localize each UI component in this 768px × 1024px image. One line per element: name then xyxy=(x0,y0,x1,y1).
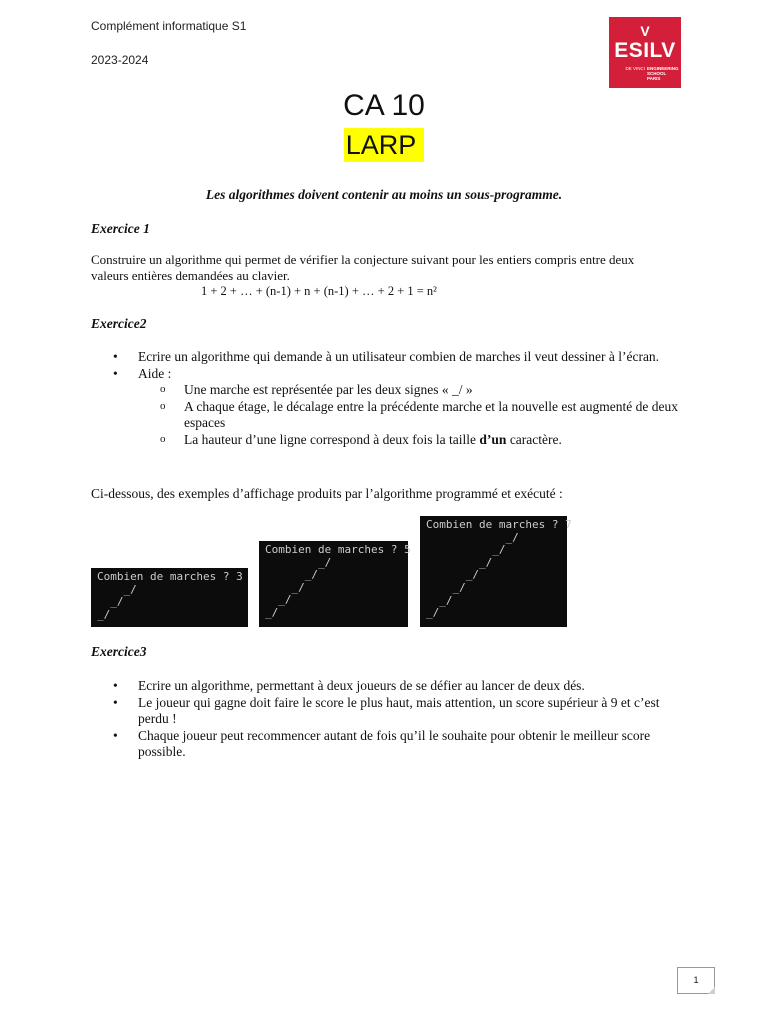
page-fold-icon xyxy=(708,987,715,994)
esilv-logo xyxy=(609,17,681,88)
subtitle-wrapper xyxy=(0,128,768,162)
exercise1-text: Construire un algorithme qui permet de vérifier la conjecture suivant pour les entiers compris entre deux valeurs entières demandées au clavier. xyxy=(91,252,635,283)
terminal-example-3 xyxy=(91,568,248,627)
page-number xyxy=(677,967,715,994)
exercise2-bullet1: Ecrire un algorithme qui demande à un utilisateur combien de marches il veut dessiner à l’écran. xyxy=(138,349,660,364)
logo-sub-line2: PARIS xyxy=(647,76,661,81)
sub-list-item xyxy=(138,399,683,432)
terminal-line: _/ xyxy=(97,582,137,596)
logo-sub-line1: ENGINEERING SCHOOL xyxy=(647,66,679,76)
sub-list-item xyxy=(138,382,683,399)
terminal-prompt: Combien de marches ? 5 xyxy=(265,543,411,556)
terminal-line: _/ xyxy=(426,543,506,557)
list-item xyxy=(113,349,683,366)
logo-sub-right xyxy=(647,66,681,81)
terminal-line: _/ xyxy=(426,580,466,594)
exercise2-sub3-bold: d’un xyxy=(479,431,507,447)
terminal-line: _/ xyxy=(426,606,440,620)
exercise3-bullet3: Chaque joueur peut recommencer autant de fois qu’il le souhaite pour obtenir le meilleur score possible. xyxy=(138,727,651,759)
terminal-line: _/ xyxy=(265,555,332,569)
exercise3-bullet1: Ecrire un algorithme, permettant à deux joueurs de se défier au lancer de deux dés. xyxy=(138,678,585,693)
page-subtitle: LARP xyxy=(344,128,425,162)
exercise3-heading: Exercice3 xyxy=(91,644,147,659)
logo-sub-left: DE VINCI xyxy=(625,66,645,71)
exercise1-heading: Exercice 1 xyxy=(91,221,150,236)
terminal-line: _/ xyxy=(265,605,279,619)
logo-mark: V xyxy=(640,23,650,39)
terminal-line: _/ xyxy=(265,580,305,594)
page-number-value: 1 xyxy=(693,975,699,985)
list-item xyxy=(113,695,683,728)
exercise3-list xyxy=(113,678,683,761)
logo-name: ESILV xyxy=(614,39,676,62)
header-course: Complément informatique S1 xyxy=(91,19,247,33)
terminal-example-5 xyxy=(259,541,411,627)
terminal-line: _/ xyxy=(97,607,111,621)
exercise2-sub3-a: La hauteur d’une ligne correspond à deux fois la taille xyxy=(184,431,480,447)
page-title: CA 10 xyxy=(343,89,425,122)
list-item xyxy=(113,678,683,695)
exercise2-sub2: A chaque étage, le décalage entre la précédente marche et la nouvelle est augmenté de deux espaces xyxy=(184,398,678,430)
terminal-line: _/ xyxy=(265,568,318,582)
terminal-line: _/ xyxy=(426,530,519,544)
exercise2-sublist xyxy=(138,382,683,448)
examples-text: Ci-dessous, des exemples d’affichage produits par l’algorithme programmé et exécuté : xyxy=(91,486,563,501)
exercise1-formula: 1 + 2 + … + (n-1) + n + (n-1) + … + 2 + 1 = n² xyxy=(201,284,437,298)
list-item xyxy=(113,728,683,761)
sub-list-item xyxy=(138,432,683,449)
exercise2-bullet2: Aide : xyxy=(138,365,172,381)
exercise2-list xyxy=(113,349,683,448)
list-item xyxy=(113,366,683,449)
exercise2-heading: Exercice2 xyxy=(91,316,147,331)
terminal-prompt: Combien de marches ? 7 xyxy=(426,518,572,531)
terminal-line: _/ xyxy=(97,595,124,609)
terminal-line: _/ xyxy=(426,593,453,607)
terminal-prompt: Combien de marches ? 3 xyxy=(97,570,243,583)
terminal-line: _/ xyxy=(426,568,479,582)
header-year: 2023-2024 xyxy=(91,53,149,67)
exercise3-bullet2: Le joueur qui gagne doit faire le score le plus haut, mais attention, un score supérieur à 9 et c’est perdu ! xyxy=(138,694,660,726)
exercise2-sub3-b: caractère. xyxy=(506,431,562,447)
intro-note: Les algorithmes doivent contenir au moins un sous-programme. xyxy=(205,187,563,202)
terminal-line: _/ xyxy=(426,555,493,569)
terminal-line: _/ xyxy=(265,593,292,607)
terminal-example-7 xyxy=(420,516,572,627)
exercise2-sub1: Une marche est représentée par les deux signes « _/ » xyxy=(184,382,473,397)
